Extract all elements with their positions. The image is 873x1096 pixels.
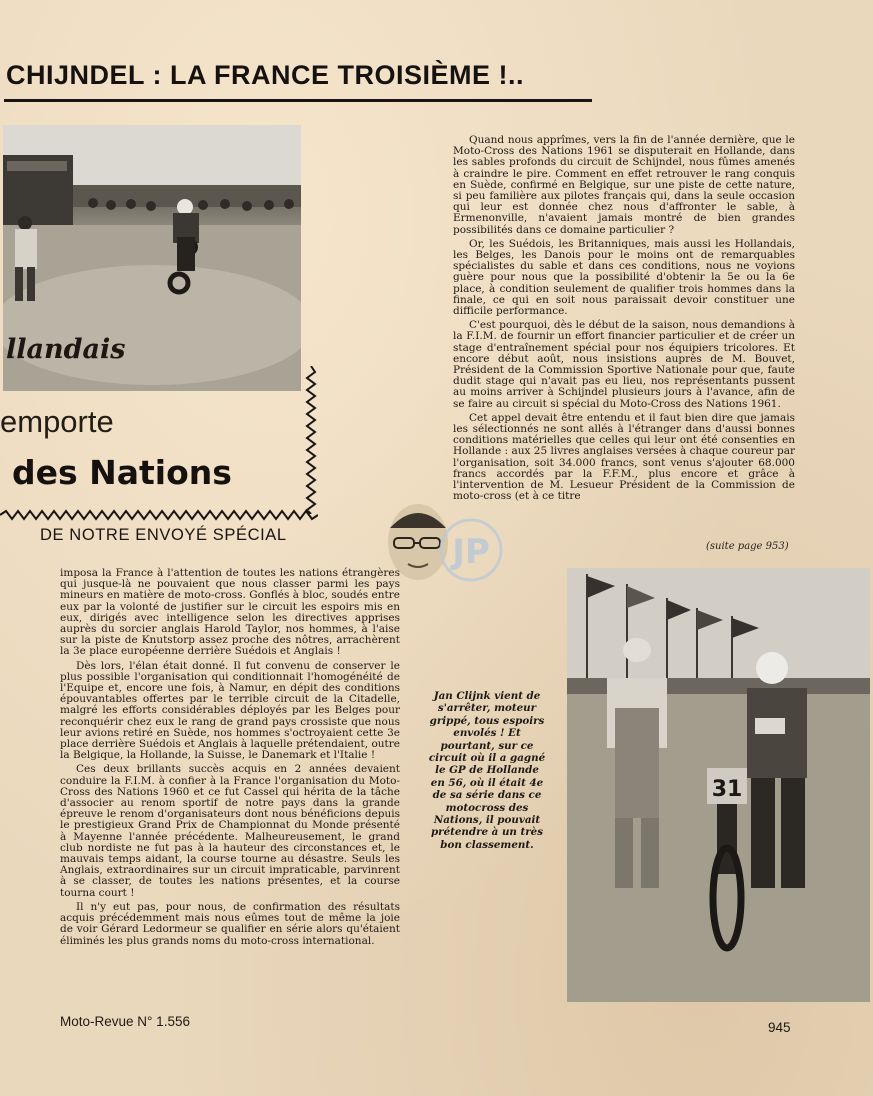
footer-page-number: 945 (768, 1020, 791, 1035)
watermark-stamp (436, 505, 506, 595)
paragraph: Dès lors, l'élan était donné. Il fut convenu de conserver le plus possible l'organisation qui conditionnait l'homogénéité de l'Equipe et, encore une fois, à Namur, en dépit des conditions épouvantables offertes par le terrible circuit de la Citadelle, malgré les efforts considérables déployés par les Belges pour reconquérir chez eux le rang de grand pays crossiste que nous leur avions retiré en Suède, nos hommes s'octroyaient cette 3e place derrière Suédois et Anglais à laquelle prétendaient, outre la Belgique, la Hollande, la Suisse, le Danemark et l'Italie ! (60, 659, 400, 762)
paragraph: Cet appel devait être entendu et il faut bien dire que jamais les sélectionnés ne sont allés à l'étranger dans d'aussi bonnes conditions matérielles que celles qui leur ont été consenties en Hollande : aux 25 livres anglaises versées à chaque coureur par l'organisation, soit 34.000 francs, sont venus s'ajouter 68.000 francs accordés par la F.F.M., plus encore et grâce à l'intervention de M. Lesueur Président de la Commission de moto-cross (et à ce titre (453, 411, 795, 503)
decorative-zigzag-vertical (305, 366, 317, 514)
photo-overlay-word: llandais (6, 334, 126, 365)
footer-magazine-issue: Moto-Revue N° 1.556 (60, 1014, 190, 1029)
paragraph: imposa la France à l'attention de toutes les nations étrangères qui jusque-là ne pouvaient que nous classer parmi les pays mineurs en matière de moto-cross. Gonflés à bloc, soudés entre eux par la volonté de justifier sur le circuit les espoirs mis en eux, dirigés avec intelligence selon les directives apprises auprès du sorcier anglais Harold Taylor, nos hommes, à l'aise sur la piste de Knutstorp assez proche des nôtres, arrachèrent la 3e place européenne derrière Suédois et Anglais ! (60, 567, 400, 658)
continued-marker: (suite page 953) (706, 541, 789, 552)
paragraph: C'est pourquoi, dès le début de la saison, nous demandions à la F.I.M. de fournir un effort financier particulier et de créer un stage d'entraînement spécial pour nos équipiers tricolores. Et encore début août, nous insistions auprès de M. Bouvet, Président de la Commission Sportive Nationale pour que, faute dudit stage qui n'avait pas eu lieu, nos représentants pussent au moins arriver à Schijndel plusieurs jours à l'avance, afin de se faire au circuit si spécial du Moto-Cross des Nations 1961. (453, 319, 795, 410)
byline: DE NOTRE ENVOYÉ SPÉCIAL (40, 526, 287, 544)
stamp-text: JP (452, 532, 490, 572)
paragraph: Il n'y eut pas, pour nous, de confirmation des résultats acquis précédemment mais nous eûmes tout de même la joie de voir Gérard Ledormeur se qualifier en série alors qu'étaient éliminés les plus grands noms du moto-cross international. (60, 900, 400, 947)
bike-number: 31 (711, 777, 743, 802)
paragraph: Or, les Suédois, les Britanniques, mais aussi les Hollandais, les Belges, les Danois pour le moins ont de remarquables spécialistes du sable et dans ces conditions, nous ne voyions guère pour nous que la possibilité d'obtenir la 5e ou la 6e place, à condition seulement de qualifier trois hommes dans la finale, ce qui en soit nous paraissait devoir constituer une difficile performance. (453, 237, 795, 318)
paragraph: Quand nous apprîmes, vers la fin de l'année dernière, que le Moto-Cross des Nations 1961 se disputerait en Hollande, dans les sables profonds du circuit de Schijndel, nous fûmes amenés à craindre le pire. Comment en effet retrouver le rang conquis en Suède, confirmé en Belgique, sur une piste de cette nature, si peu familière aux pilotes français qui, dans la seule occasion qui leur est donnée chez nous d'affronter le sable, à Ermenonville, n'avaient jamais montré de bien grandes possibilités dans ce domaine particulier ? (453, 134, 795, 236)
headline: CHIJNDEL : LA FRANCE TROISIÈME !.. (6, 60, 525, 90)
photo-caption: Jan Clijnk vient de s'arrêter, moteur grippé, tous espoirs envolés ! Et pourtant, sur ce circuit où il a gagné le GP de Hollande en 56, où il était 4e de sa série dans ce motocross des Nations, il pouvait prétendre à un très bon classement. (428, 690, 546, 851)
photo-rider-pushing-bike-drawing (567, 568, 870, 1002)
title-des-nations: des Nations (12, 453, 232, 492)
photo-rider-pushing-bike (567, 568, 870, 1002)
headline-rule (4, 99, 592, 102)
decorative-zigzag-horizontal (0, 509, 318, 521)
title-kicker: emporte (0, 404, 114, 439)
article-column-left (60, 568, 400, 950)
paragraph: Ces deux brillants succès acquis en 2 années devaient conduire la F.I.M. à confier à la France l'organisation du Moto-Cross des Nations 1960 et ce fut Cassel qui hérita de la tâche d'associer au renom sportif de notre pays dans la grande épreuve le renom d'organisateurs dont nous bénéficions depuis le prestigieux Grand Prix de Championnat du Monde présenté à Mayenne l'année précédente. Malheureusement, le grand club nordiste ne fut pas à la hauteur des circonstances et, le mauvais temps aidant, la course tourne au désastre. Seuls les Anglais, extraordinaires sur un circuit impraticable, parvinrent à se classer, de toutes les nations présentes, et la course tourna court ! (60, 763, 400, 899)
article-column-right (453, 135, 795, 506)
